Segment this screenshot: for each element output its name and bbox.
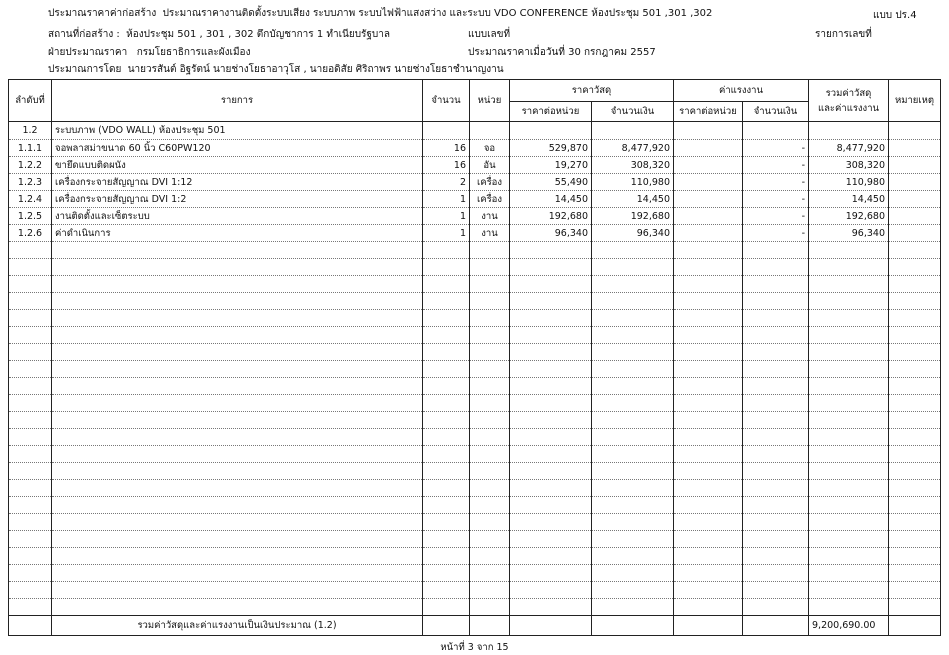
row-qty: 1 (423, 208, 470, 225)
empty-row (9, 565, 941, 582)
empty-row (9, 276, 941, 293)
page-number: หน้าที่ 3 จาก 15 (440, 642, 509, 653)
estimator-dept-label: ฝ่ายประมาณราคา (48, 47, 128, 58)
header-labor: ค่าแรงงาน (674, 80, 809, 102)
table-row (9, 191, 941, 208)
estimate-table (8, 79, 941, 636)
row-labor-unit-price (674, 225, 743, 242)
row-labor-amount: - (743, 191, 809, 208)
row-no: 1.2.2 (9, 157, 52, 174)
row-item: เครื่องกระจายสัญญาณ DVI 1:12 (52, 174, 423, 191)
row-material-unit-price: 14,450 (510, 191, 592, 208)
row-unit: จอ (470, 140, 510, 157)
empty-row (9, 378, 941, 395)
total-row (9, 616, 941, 636)
row-unit: เครื่อง (470, 174, 510, 191)
header-unit: หน่วย (470, 80, 510, 122)
row-remark (889, 225, 941, 242)
header-material-amount: จำนวนเงิน (592, 102, 674, 122)
row-item: จอพลาสม่าขนาด 60 นิ้ว C60PW120 (52, 140, 423, 157)
header-qty: จำนวน (423, 80, 470, 122)
row-labor-unit-price (674, 208, 743, 225)
header-total (809, 80, 889, 122)
row-labor-amount: - (743, 208, 809, 225)
row-labor-amount: - (743, 157, 809, 174)
table-row (9, 157, 941, 174)
estimator-dept-text: กรมโยธาธิการและผังเมือง (136, 47, 251, 58)
estimate-date: ประมาณราคาเมื่อวันที่ 30 กรกฎาคม 2557 (468, 47, 656, 58)
section-title: ระบบภาพ (VDO WALL) ห้องประชุม 501 (52, 122, 423, 140)
header-remark: หมายเหตุ (889, 80, 941, 122)
header-line-1 (48, 8, 712, 20)
form-code: แบบ ปร.4 (873, 10, 917, 21)
empty-row (9, 395, 941, 412)
empty-row (9, 293, 941, 310)
site-label: สถานที่ก่อสร้าง : (48, 29, 120, 40)
form-number-label: แบบเลขที่ (468, 29, 511, 40)
empty-row (9, 327, 941, 344)
header-labor-unit-price: ราคาต่อหน่วย (674, 102, 743, 122)
table-body (9, 122, 941, 616)
total-value: 9,200,690.00 (809, 616, 889, 636)
row-qty: 16 (423, 140, 470, 157)
row-total: 14,450 (809, 191, 889, 208)
empty-row (9, 344, 941, 361)
empty-row (9, 242, 941, 259)
empty-row (9, 514, 941, 531)
row-remark (889, 140, 941, 157)
section-no: 1.2 (9, 122, 52, 140)
empty-row (9, 548, 941, 565)
project-title: ประมาณราคางานติดตั้งระบบเสียง ระบบภาพ ระบบไฟฟ้าแสงสว่าง และระบบ VDO CONFERENCE ห้องประชุม 501 ,301 ,302 (162, 8, 713, 19)
header-no: ลำดับที่ (9, 80, 52, 122)
row-item: เครื่องกระจายสัญญาณ DVI 1:2 (52, 191, 423, 208)
header-line-4 (48, 64, 504, 76)
row-labor-unit-price (674, 140, 743, 157)
row-material-unit-price: 192,680 (510, 208, 592, 225)
empty-row (9, 480, 941, 497)
row-material-amount: 96,340 (592, 225, 674, 242)
row-qty: 16 (423, 157, 470, 174)
estimated-by-label: ประมาณการโดย (48, 64, 122, 75)
row-total: 308,320 (809, 157, 889, 174)
row-labor-amount: - (743, 225, 809, 242)
row-material-amount: 8,477,920 (592, 140, 674, 157)
header-material-unit-price: ราคาต่อหน่วย (510, 102, 592, 122)
empty-row (9, 310, 941, 327)
row-material-amount: 110,980 (592, 174, 674, 191)
header-material: ราคาวัสดุ (510, 80, 674, 102)
site-text: ห้องประชุม 501 , 301 , 302 ตึกบัญชาการ 1 ทำเนียบรัฐบาล (126, 29, 391, 40)
row-material-unit-price: 96,340 (510, 225, 592, 242)
empty-row (9, 446, 941, 463)
row-no: 1.2.4 (9, 191, 52, 208)
item-number-label: รายการเลขที่ (815, 29, 872, 40)
table-row (9, 140, 941, 157)
row-no: 1.1.1 (9, 140, 52, 157)
row-labor-amount: - (743, 140, 809, 157)
row-remark (889, 174, 941, 191)
header-total-line-1: รวมค่าวัสดุ (825, 87, 872, 99)
empty-row (9, 497, 941, 514)
row-item: งานติดตั้งและเซ็ตระบบ (52, 208, 423, 225)
row-total: 8,477,920 (809, 140, 889, 157)
row-material-unit-price: 55,490 (510, 174, 592, 191)
section-row (9, 122, 941, 140)
row-item: ขายึดแบบติดผนัง (52, 157, 423, 174)
row-material-amount: 192,680 (592, 208, 674, 225)
row-labor-unit-price (674, 174, 743, 191)
estimated-by-text: นายวรสันต์ อิฐรัตน์ นายช่างโยธาอาวุโส , นายอดิสัย ศิริถาพร นายช่างโยธาชำนาญงาน (127, 64, 504, 75)
empty-row (9, 531, 941, 548)
header-line-3 (48, 47, 250, 59)
header-item: รายการ (52, 80, 423, 122)
row-labor-unit-price (674, 191, 743, 208)
row-unit: เครื่อง (470, 191, 510, 208)
row-qty: 1 (423, 225, 470, 242)
estimate-label: ประมาณราคาค่าก่อสร้าง (48, 8, 157, 19)
row-material-unit-price: 529,870 (510, 140, 592, 157)
empty-row (9, 463, 941, 480)
row-unit: งาน (470, 208, 510, 225)
header-line-2 (48, 29, 390, 41)
row-remark (889, 191, 941, 208)
table-row (9, 208, 941, 225)
total-label: รวมค่าวัสดุและค่าแรงงานเป็นเงินประมาณ (1.2) (52, 616, 423, 636)
row-no: 1.2.6 (9, 225, 52, 242)
row-total: 96,340 (809, 225, 889, 242)
table-row (9, 225, 941, 242)
row-unit: อัน (470, 157, 510, 174)
header-labor-amount: จำนวนเงิน (743, 102, 809, 122)
row-labor-amount: - (743, 174, 809, 191)
empty-row (9, 582, 941, 599)
row-item: ค่าดำเนินการ (52, 225, 423, 242)
row-remark (889, 157, 941, 174)
row-total: 192,680 (809, 208, 889, 225)
row-total: 110,980 (809, 174, 889, 191)
header-total-line-2: และค่าแรงงาน (817, 102, 880, 114)
empty-row (9, 599, 941, 616)
empty-row (9, 429, 941, 446)
empty-row (9, 412, 941, 429)
row-material-amount: 14,450 (592, 191, 674, 208)
row-material-amount: 308,320 (592, 157, 674, 174)
table-row (9, 174, 941, 191)
empty-row (9, 361, 941, 378)
row-qty: 2 (423, 174, 470, 191)
row-material-unit-price: 19,270 (510, 157, 592, 174)
row-labor-unit-price (674, 157, 743, 174)
row-no: 1.2.3 (9, 174, 52, 191)
row-unit: งาน (470, 225, 510, 242)
row-no: 1.2.5 (9, 208, 52, 225)
row-qty: 1 (423, 191, 470, 208)
empty-row (9, 259, 941, 276)
row-remark (889, 208, 941, 225)
